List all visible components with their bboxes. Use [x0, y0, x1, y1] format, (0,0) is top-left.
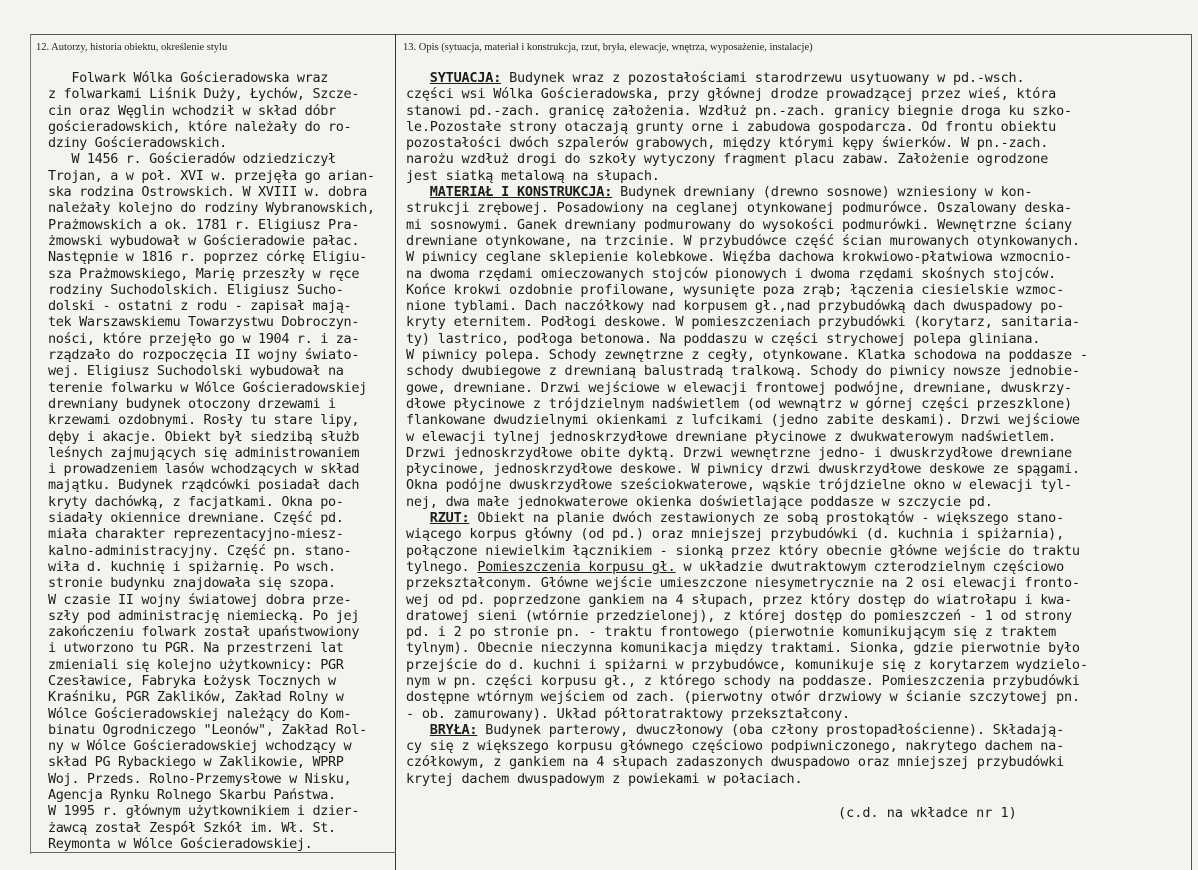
line-text: mi sosnowymi. Ganek drewniany podmurowany do wysokości podmurówki. Wewnętrzne ściany [406, 216, 1072, 233]
history-line: krzewami ozdobnymi. Rosły tu stare lipy, [48, 412, 360, 429]
history-line: Następnie w 1816 r. poprzez córkę Eligiu- [48, 249, 367, 266]
description-text-column [406, 70, 1188, 787]
description-line [406, 494, 1188, 510]
line-text: czółkowym, z gankiem na 4 słupach zadaszonych dwuspadowo oraz mniejszej przybudówki [406, 754, 1064, 771]
line-text: jest siatką metalową na słupach. [406, 167, 660, 184]
history-text-column [48, 70, 394, 852]
history-line: dziny Gościeradowskich. [48, 135, 227, 152]
line-text: dostępne wtórnym wejściem od zach. (pierwotny otwór drzwiowy w ścianie szczytowej pn. [406, 689, 1080, 706]
history-line: skład PG Rybackiego w Zaklikowie, WPRP [48, 754, 344, 771]
description-line [406, 429, 1188, 445]
history-line: ny w Wólce Gościeradowskiej wchodzący w [48, 738, 352, 755]
description-line [406, 461, 1188, 477]
description-line [406, 706, 1188, 722]
description-line [406, 689, 1188, 705]
line-text: Budynek parterowy, dwuczłonowy (oba człony prostopadłościenne). Składają- [477, 721, 1065, 738]
line-text: przejście do d. kuchni i spiżarni w przybudówce, komunikuje się z korytarzem wydzielo- [406, 656, 1088, 673]
line-text: ty) lastrico, podłoga betonowa. Na poddaszu w części strychowej polepa gliniana. [406, 330, 1041, 347]
history-line: Czesławice, Fabryka Łożysk Tocznych w [48, 672, 336, 689]
line-text: le.Pozostałe strony otaczają grunty orne i zabudowa gospodarcza. Od frontu obiektu [406, 118, 1057, 135]
description-line [406, 151, 1188, 167]
column-divider [395, 34, 396, 870]
line-text: gowe, drewniane. Drzwi wejściowe w elewacji frontowej podwójne, drewniane, dwuskrzy- [406, 379, 1072, 396]
history-line: Agencja Rynku Rolnego Skarbu Państwa. [48, 787, 336, 804]
history-line: Wólce Gościeradowskiej należący do Kom- [48, 705, 352, 722]
description-line [406, 592, 1188, 608]
history-line: drewniany budynek otoczony drzewami i [48, 395, 336, 412]
subsection-heading: Pomieszczenia korpusu gł. [477, 558, 676, 575]
history-line: cin oraz Węglin wchodził w skład dóbr [48, 102, 336, 119]
line-text: - ob. zamurowany). Układ półtoratraktowy przekształcony. [406, 705, 850, 722]
history-line: kalno-administracyjny. Część pn. stano- [48, 542, 352, 559]
history-line: zakończeniu folwark został upaństwowiony [48, 624, 360, 641]
description-line [406, 282, 1188, 298]
history-line: rodziny Suchodolskich. Eligiusz Sucho- [48, 281, 344, 298]
line-text: Końce krokwi ozdobnie profilowane, wysunięte poza zrąb; łączenia ciesielskie wzmoc- [406, 281, 1064, 298]
history-line: binatu Ogrodniczego "Leonów", Zakład Rol- [48, 721, 367, 738]
history-line: wiła d. kuchnię i spiżarnię. Po wsch. [48, 558, 336, 575]
history-line: Woj. Przeds. Rolno-Przemysłowe w Nisku, [48, 770, 352, 787]
description-line [406, 771, 1188, 787]
description-line [406, 135, 1188, 151]
description-line [406, 543, 1188, 559]
history-line: rządzało do rozpoczęcia II wojny świato- [48, 347, 360, 364]
history-line: stronie budynku znajdowała się szopa. [48, 575, 336, 592]
line-text: w elewacji tylnej jednoskrzydłowe drewniane płycinowe z dwukwaterowym nadświetlem. [406, 428, 1057, 445]
history-line: ności, które przejęło go w 1904 r. i za- [48, 330, 360, 347]
frame-right-line [1191, 34, 1192, 870]
line-text: połączone niewielkim łącznikiem - sionką przez który obecnie główne wejście do traktu [406, 542, 1080, 559]
history-line: leśnych zajmujących się administrowaniem [48, 444, 360, 461]
line-text: Drzwi jednoskrzydłowe obite dyktą. Drzwi wewnętrzne jedno- i dwuskrzydłowe drewniane [406, 444, 1072, 461]
history-line: Kraśniku, PGR Zaklików, Zakład Rolny w [48, 689, 344, 706]
description-line [406, 738, 1188, 754]
history-line: i prowadzeniem lasów wchodzących w skład [48, 461, 360, 478]
line-text: stanowi pd.-zach. granicę założenia. Wzdłuż pn.-zach. granicy biegnie droga ku szko- [406, 102, 1072, 119]
history-line: miała charakter reprezentacyjno-miesz- [48, 526, 344, 543]
history-line: zmieniali się kolejno użytkownicy: PGR [48, 656, 344, 673]
line-text: na dwoma rzędami omieczowanych stojców pionowych i dwoma rzędami skośnych stojców. [406, 265, 1057, 282]
description-line [406, 722, 1188, 738]
section-heading: BRYŁA: [429, 721, 478, 738]
history-line: gościeradowskich, które należały do ro- [48, 118, 352, 135]
line-text: części wsi Wólka Gościeradowska, przy głównej drodze prowadzącej przez wieś, która [406, 86, 1057, 103]
line-text: strukcji zrębowej. Posadowiony na ceglanej otynkowanej podmurówce. Oszalowany deska- [406, 200, 1072, 217]
line-text: schody dwubiegowe z drewnianą balustradą tralkową. Schody do piwnicy nowsze jednobie- [406, 363, 1080, 380]
section-13-header: 13. Opis (sytuacja, materiał i konstrukcja, rzut, bryła, elewacje, wnętrza, wyposażenie, instalacje) [403, 42, 813, 53]
description-line [406, 640, 1188, 656]
description-line [406, 657, 1188, 673]
line-text: flankowane dwudzielnymi okienkami z lufcikami (jedno zabite deskami). Drzwi wejściowe [406, 412, 1080, 429]
description-line [406, 526, 1188, 542]
line-text: dratowej sieni (wtórnie przedzielonej), z której dostęp do pomieszczeń - 1 od strony [406, 607, 1072, 624]
history-line: dolski - ostatni z rodu - zapisał mają- [48, 298, 352, 315]
line-text: tylnym). Obecnie nieczynna komunikacja między traktami. Sionka, gdzie pierwotnie było [406, 640, 1080, 657]
history-line: ska rodzina Ostrowskich. W XVIII w. dobra [48, 184, 367, 201]
history-line: żmowski wybudował w Gościeradowie pałac. [48, 232, 360, 249]
history-line: kryty dachówką, z facjatkami. Okna po- [48, 493, 344, 510]
description-line [406, 168, 1188, 184]
section-12-header: 12. Autorzy, historia obiektu, określenie stylu [36, 42, 228, 53]
description-line [406, 477, 1188, 493]
section-heading: SYTUACJA: [429, 70, 502, 86]
history-line: Reymonta w Wólce Gościeradowskiej. [48, 835, 313, 852]
description-line [406, 119, 1188, 135]
line-text: dłowe płycinowe z trójdzielnym nadświetlem (od wewnątrz w górnej części przeszklone) [406, 395, 1072, 412]
description-line [406, 233, 1188, 249]
description-line [406, 331, 1188, 347]
line-text: pd. i 2 po stronie pn. - traktu frontowego (pierwotnie komunikującym się z traktem [406, 624, 1057, 641]
description-line [406, 298, 1188, 314]
history-line: terenie folwarku w Wólce Gościeradowskiej [48, 379, 367, 396]
frame-top-line [30, 34, 1192, 35]
line-text: nym w pn. części korpusu gł., z którego schody na poddasze. Pomieszczenia przybudówki [406, 672, 1080, 689]
section-heading: MATERIAŁ I KONSTRUKCJA: [429, 184, 613, 201]
description-line [406, 217, 1188, 233]
line-text: krytej dachem dwuspadowym z powiekami w połaciach. [406, 770, 803, 787]
line-text: drewniane otynkowane, na trzcinie. W przybudówce część ścian murowanych otynkowanych. [406, 232, 1080, 249]
description-line [406, 249, 1188, 265]
description-line [406, 396, 1188, 412]
history-line: majątku. Budynek rządcówki posiadał dach [48, 477, 360, 494]
description-line [406, 363, 1188, 379]
description-line [406, 673, 1188, 689]
line-text: płycinowe, jednoskrzydłowe deskowe. W piwnicy drzwi dwuskrzydłowe deskowe ze spągami. [406, 461, 1080, 478]
description-line [406, 559, 1188, 575]
history-line: żawcą został Zespół Szkół im. Wł. St. [48, 819, 336, 836]
line-text: przekształconym. Główne wejście umieszczone niesymetrycznie na 2 osi elewacji fronto- [406, 575, 1080, 592]
description-line [406, 754, 1188, 770]
section-heading: RZUT: [429, 510, 470, 527]
continuation-note: (c.d. na wkładce nr 1) [838, 805, 1017, 821]
line-text: Budynek drewniany (drewno sosnowe) wzniesiony w kon- [612, 184, 1033, 201]
history-line: tek Warszawskiemu Towarzystwu Dobroczyn- [48, 314, 360, 331]
history-line: szły pod administrację niemiecką. Po jej [48, 607, 360, 624]
line-text: cy się z większego korpusu głównego częściowo podpiwniczonego, nakrytego dachem na- [406, 738, 1064, 755]
line-text: kryty eternitem. Podłogi deskowe. W pomieszczeniach przybudówki (korytarz, sanitaria- [406, 314, 1080, 331]
description-line [406, 510, 1188, 526]
history-line: i utworzono tu PGR. Na przestrzeni lat [48, 640, 344, 657]
description-line [406, 70, 1188, 86]
line-text: wej od pd. poprzedzone gankiem na 4 słupach, przez który dostęp do wiatrołapu i kwa- [406, 591, 1072, 608]
line-text: tylnego. [406, 558, 478, 575]
line-text: W piwnicy ceglane sklepienie kolebkowe. Więźba dachowa krokwiowo-płatwiowa wzmocnio- [406, 249, 1072, 266]
line-text: narożu wzdłuż drogi do szkoły wytyczony fragment placu zabaw. Założenie ogrodzone [406, 151, 1049, 168]
history-line: Trojan, a w poł. XVI w. przejęła go arian- [48, 167, 375, 184]
history-line: sza Prażmowskiego, Marię przeszły w ręce [48, 265, 360, 282]
description-line [406, 347, 1188, 363]
description-line [406, 412, 1188, 428]
line-text: Okna podójne dwuskrzydłowe sześciokwaterowe, wąskie trójdzielne okno w elewacji tyl- [406, 477, 1072, 494]
history-line: dęby i akacje. Obiekt był siedzibą służb [48, 428, 360, 445]
description-line [406, 314, 1188, 330]
description-line [406, 445, 1188, 461]
description-line [406, 266, 1188, 282]
line-text: nej, dwa małe jednokwaterowe okienka doświetlające poddasze w szczycie pd. [406, 493, 993, 510]
history-line: Prażmowskich a ok. 1781 r. Eligiusz Pra- [48, 216, 360, 233]
description-line [406, 380, 1188, 396]
description-line [406, 575, 1188, 591]
description-line [406, 86, 1188, 102]
frame-left-line [30, 34, 31, 854]
history-line: należały kolejno do rodziny Wybranowskich, [48, 200, 375, 217]
history-line: z folwarkami Liśnik Duży, Łychów, Szcze- [48, 86, 360, 103]
description-line [406, 608, 1188, 624]
description-line [406, 200, 1188, 216]
description-line [406, 103, 1188, 119]
line-text: pozostałości dwóch szpalerów grabowych, między którymi kępy świerków. W pn.-zach. [406, 135, 1049, 152]
line-text: wiącego korpus główny (od pd.) oraz mniejszej przybudówki (d. kuchnia i spiżarnia), [406, 526, 1064, 543]
history-line: W 1995 r. głównym użytkownikiem i dzier- [48, 803, 360, 820]
history-line: W czasie II wojny światowej dobra prze- [48, 591, 352, 608]
history-line: siadały okiennice drewniane. Część pd. [48, 510, 344, 527]
description-line [406, 184, 1188, 200]
line-text: W piwnicy polepa. Schody zewnętrzne z cegły, otynkowane. Klatka schodowa na poddasze - [406, 347, 1088, 364]
line-text: Obiekt na planie dwóch zestawionych ze sobą prostokątów - większego stano- [469, 510, 1065, 527]
line-text: nione tyblami. Dach naczółkowy nad korpusem gł.,nad przybudówką dach dwuspadowy po- [406, 298, 1064, 315]
description-line [406, 624, 1188, 640]
line-text: w układzie dwutraktowym czterodzielnym częściowo [675, 558, 1065, 575]
line-text: Budynek wraz z pozostałościami starodrzewu usytuowany w pd.-wsch. [501, 70, 1025, 86]
history-line: W 1456 r. Gościeradów odziedziczył [48, 151, 336, 168]
history-line: wej. Eligiusz Suchodolski wybudował na [48, 363, 344, 380]
history-line: Folwark Wólka Gościeradowska wraz [48, 70, 328, 86]
